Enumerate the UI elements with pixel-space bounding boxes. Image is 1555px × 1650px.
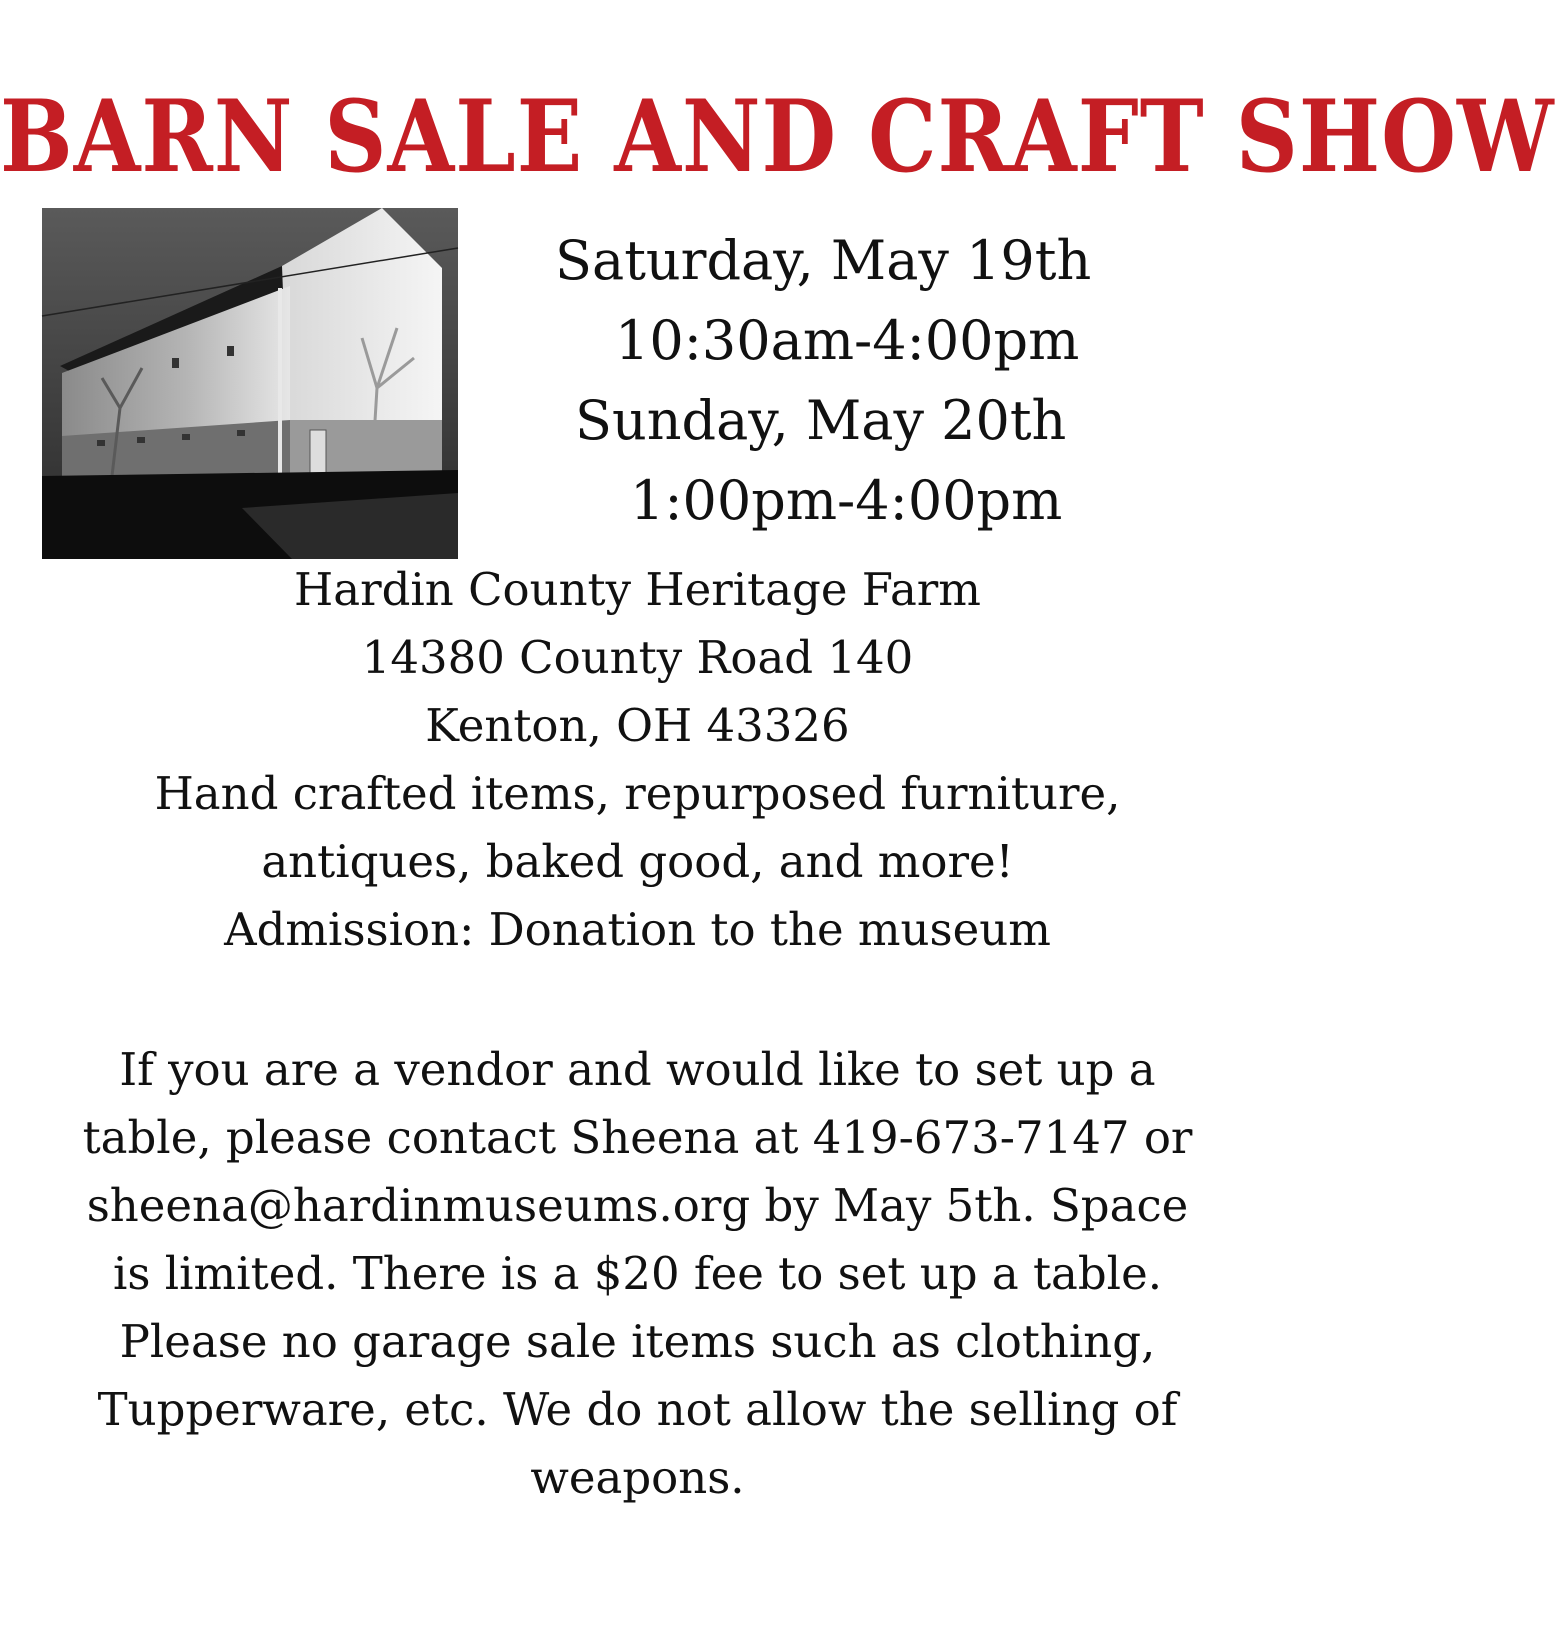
sunday-date: Sunday, May 20th: [575, 389, 1067, 452]
vendor-info-line: If you are a vendor and would like to set up a: [119, 1043, 1156, 1096]
vendor-info-line: sheena@hardinmuseums.org by May 5th. Space: [86, 1179, 1189, 1232]
vendor-info-line: Please no garage sale items such as clothing,: [119, 1315, 1156, 1368]
items-line-2: antiques, baked good, and more!: [261, 835, 1014, 888]
barn-photo-icon: [42, 208, 458, 559]
vendor-info-line: table, please contact Sheena at 419-673-7147 or: [82, 1111, 1193, 1164]
admission-text: Admission: Donation to the museum: [224, 903, 1051, 956]
venue-street: 14380 County Road 140: [361, 631, 914, 684]
vendor-info-line: Tupperware, etc. We do not allow the selling of: [97, 1383, 1178, 1436]
sunday-hours: 1:00pm-4:00pm: [630, 469, 1063, 532]
venue-name: Hardin County Heritage Farm: [294, 563, 981, 616]
vendor-info-line: is limited. There is a $20 fee to set up a table.: [112, 1247, 1163, 1300]
flyer-title: BARN SALE AND CRAFT SHOW: [0, 79, 1555, 196]
vendor-info-line: weapons.: [530, 1451, 745, 1504]
saturday-date: Saturday, May 19th: [555, 229, 1092, 292]
items-line-1: Hand crafted items, repurposed furniture,: [154, 767, 1121, 820]
saturday-hours: 10:30am-4:00pm: [615, 309, 1080, 372]
venue-city: Kenton, OH 43326: [425, 699, 850, 752]
